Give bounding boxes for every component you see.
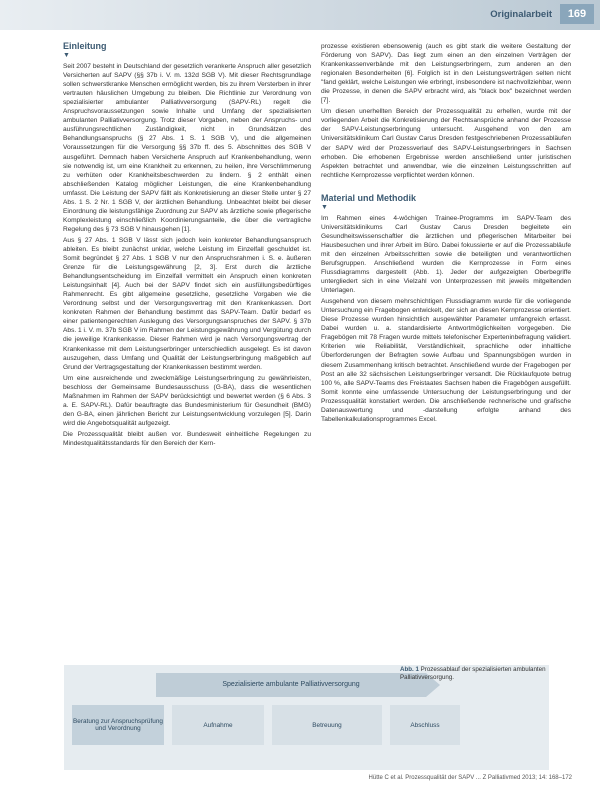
section-heading-material-methodik: Material und Methodik xyxy=(321,192,417,203)
body-paragraph: Um eine ausreichende und zweckmäßige Leistungserbringung zu gewährleisten, beschloss der Gemeinsame Bundesausschuss (G-BA), dass die wesentlichen Maßnahmen im Rahmen der SAPV berücksichtigt und bewertet werden (§ 6 Abs. 3 a. E. SAPV-RL). Dafür beauftragte das Bundesministerium für Gesundheit (BMG) den G-BA, einen jährlichen Bericht zur Leistungsentwicklung vorzulegen [5]. Darin wird die Angebotsqualität aufgezeigt. xyxy=(63,374,311,427)
figure-step-aufnahme: Aufnahme xyxy=(172,705,264,745)
figure-step-abschluss: Abschluss xyxy=(390,705,460,745)
body-paragraph: Die Prozessqualität bleibt außen vor. Bundesweit einheitliche Regelungen zu Mindestqualitätsstandards für den Bereich der Kern- xyxy=(63,430,311,447)
body-paragraph: Seit 2007 besteht in Deutschland der gesetzlich verankerte Anspruch aller gesetzlich Versicherten auf SAPV (§§ 37b i. V. m. 132d SGB V). Mit dieser Rechtsgrundlage sollen schwerstkranke Menschen ermöglicht werden, bis zu ihrem Versterben in ihrer vertrauten häuslichen Umgebung zu bleiben. Die Richtlinie zur Verordnung von spezialisierter ambulanter Palliativversorgung (SAPV-RL) regelt die Anspruchsvoraussetzungen sowie Inhalte und Umfang der spezialisierten ambulanten Palliativversorgung. Trotz dieser Vorgaben, neben der Anspruchs- und ausführungsrechtlichen Zuständigkeit, nicht in Grundsätzen des Behandlungsanspruchs (§ 27 Abs. 1 S. 1 SGB V), und die allgemeinen Voraussetzungen für die Versorgung §§ 37b ff. des 5. Abschnittes des SGB V ausgeführt. Demnach haben Versicherte Anspruch auf Krankenbehandlung, wenn sie notwendig ist, um eine Krankheit zu erkennen, zu heilen, ihre Verschlimmerung zu verhüten oder Krankheitsbeschwerden zu lindern. § 2 enthält einen abschließenden Katalog möglicher Leistungen, die eine Krankenbehandlung umfasst. Die Leistung der SAPV fällt als Konkretisierung an dieser Stelle unter § 27 Abs. 1 S. 2 Nr. 1 SGB V, der ärztlichen Behandlung. Unbeachtet bleibt bei dieser Einordnung die leistungsfähige Zuordnung zur SAPV als ärztliche sowie pflegerische Komplexleistung einschließlich Koordinierungsanteile, die über die vertragliche Regelung des § 73 SGB V hinausgehen [1]. xyxy=(63,63,311,233)
section-heading-einleitung: Einleitung xyxy=(63,41,107,51)
body-paragraph: Im Rahmen eines 4-wöchigen Trainee-Programms im SAPV-Team des Universitätsklinikums Carl Gustav Carus Dresden begleitete ein Gesundheitswissenschaftler die ärztlichen und pflegerischen Mitarbeiter bei Hausbesuchen und ihrer Arbeit im Büro. Dabei fokussierte er auf die Prozessabläufe mit den einzelnen Arbeitsschritten sowie die beteiligten und verantwortlichen Berufsgruppen. Anschließend wurden die Kernprozesse in Form eines Flussdiagramms dargestellt (Abb. 1). Jeder der aufgezeigten Oberbegriffe untergliedert sich in eine Vielzahl von Unterprozessen mit jeweils mitgeltenden Unterlagen. xyxy=(321,214,571,295)
triangle-marker-icon: ▼ xyxy=(321,203,328,211)
figure-caption xyxy=(400,666,560,682)
body-paragraph: Ausgehend von diesem mehrschichtigen Flussdiagramm wurde für die vorliegende Untersuchung ein Fragebogen entwickelt, der sich an diesen Kernprozesse orientiert. Diese Prozesse wurden hinsichtlich ausgewählter Parameter umfangreich erfasst. Dabei wurden u. a. standardisierte Antwortmöglichkeiten vorgegeben. Die Fragebögen mit 78 Fragen wurde mittels telefonischer Experteninbefragung validiert. Kriterien wie Reliabilität, Verständlichkeit, sprachliche oder inhaltliche Überforderungen der Befragten sowie Aufbau und Spannungsbögen wurden in diesem Zusammenhang kritisch betrachtet. Anschließend wurde der Fragebogen per Post an alle 32 sächsischen Leistungserbringer versandt. Die Rücklaufquote betrug 100 %, alle SAPV-Teams des Freistaates Sachsen haben die Fragebögen ausgefüllt. Somit konnte eine umfassende Untersuchung der Leistungserbringung und der Prozessqualität konstatiert werden. Die anschließende rechnerische und grafische Datenauswertung und -darstellung erfolgte anhand des Tabellenkalkulationsprogrammes Excel. xyxy=(321,298,571,423)
body-paragraph: Um diesen unerhellten Bereich der Prozessqualität zu erhellen, wurde mit der vorliegenden Arbeit die Konkretisierung der Rechtsansprüche anhand der Prozesse der SAPV-Leistungserbringung untersucht. Ausgehend von den am Universitätsklinikum Carl Gustav Carus Dresden festgeschriebenen Prozessabläufen der SAPV wird der Prozessverlauf des SAPV-Leistungserbringers in Sachsen erhoben. Die erhobenen Ergebnisse werden anschließend unter juristischen Aspekten betrachtet und anwendbar, wie die einzelnen Leistungsschritten auf rechtliche Kernprozesse verpflichtet werden können. xyxy=(321,108,571,179)
figure-caption-label: Abb. 1 xyxy=(400,666,419,673)
left-column xyxy=(63,42,311,450)
figure-step-betreuung: Betreuung xyxy=(272,705,382,745)
figure-step-beratung: Beratung zur Anspruchsprüfung und Verordnung xyxy=(72,705,164,745)
page-number: 169 xyxy=(560,4,594,24)
figure-arrow-label: Spezialisierte ambulante Palliativversorgung xyxy=(156,673,426,697)
page-header xyxy=(0,0,600,30)
right-column xyxy=(321,42,571,426)
body-paragraph: prozesse existieren ebensowenig (auch es gibt stark die weitere Gestaltung der Förderung von SAPV). Das liegt zum einen an den einzelnen Verträgen der Krankenkassenverbände mit den Leistungserbringern, zum anderen an den regionalen Besonderheiten [6]. Folglich ist in den Leistungsverträgen selten nicht "fand geklärt, welche Leistungen wie erbringt, insbesondere ist nachvollziehbar, wenn die Prozesse, in denen die SAPV erbracht wird, als "black box" bezeichnet werden [7]. xyxy=(321,43,571,105)
triangle-marker-icon: ▼ xyxy=(63,52,70,60)
page-footer: Hütte C et al. Prozessqualität der SAPV ... Z Palliativmed 2013; 14: 168–172 xyxy=(368,775,572,781)
section-label: Originalarbeit xyxy=(490,9,552,20)
figure-caption-text: Prozessablauf der spezialisierten ambulanten Palliativversorgung. xyxy=(400,666,546,681)
body-paragraph: Aus § 27 Abs. 1 SGB V lässt sich jedoch kein konkreter Behandlungsanspruch ableiten. Es bleibt zunächst unklar, welche Leistung im Einzelfall geschuldet ist. Somit begründet § 27 Abs. 1 SGB V nur den Anspruchsrahmen i. S. e. äußeren Grenze für die Leistungsgewährung [2, 3]. Erst durch die ärztliche Behandlungsentscheidung im Einzelfall vermittelt ein Anspruch einen konkreten Leistungsinhalt [4]. Auch bei der SAPV findet sich ein ausfüllungsbedürftiges Rahmenrecht. Es gibt allgemeine gesetzliche, gesetzliche Vorgaben wie die Verordnung selbst und der Versorgungsvertrag mit den Krankenkassen. Dort konkreten Rahmen der Behandlung bestimmt das SAPV-Team. Dafür bedarf es einer patientengerechten Auslegung des Versorgungsanspruches der SAPV. § 37b Abs. 1 i. V. m. 37b SGB V im Rahmen der Leistungsgewährung und Vergütung durch die jeweilige Krankenkasse. Dieser Rahmen wird je nach Versorgungsvertrag der Krankenkasse mit dem Leistungserbringer unterschiedlich ausgelegt. Es ist davon auszugehen, dass Umfang und Qualität der Leistungserbringung maßgeblich auf Grund der Vertragsgestaltung der Krankenkassen bestimmt werden. xyxy=(63,236,311,371)
